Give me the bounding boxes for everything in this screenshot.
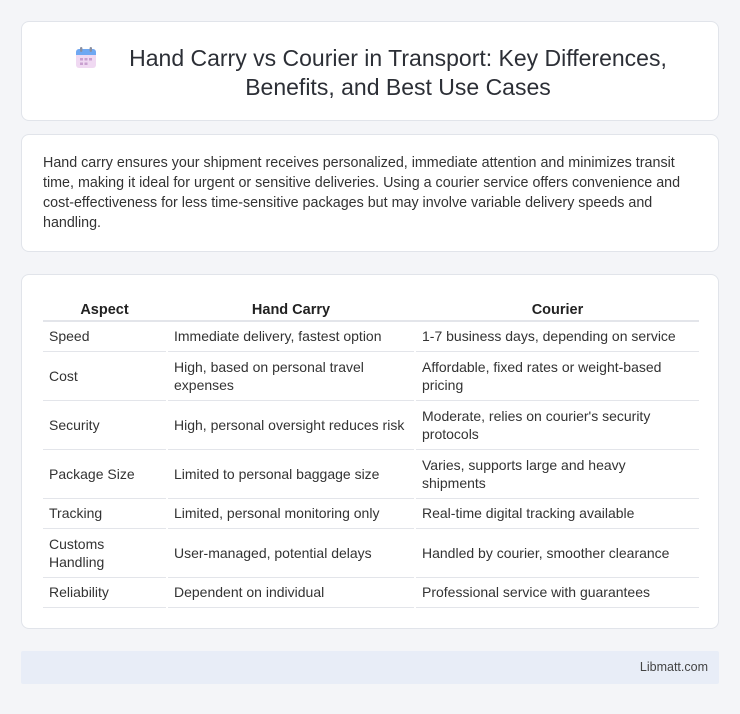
table-header-row: [43, 297, 699, 321]
table-row: [43, 498, 699, 528]
cell-courier: 1-7 business days, depending on service: [415, 321, 699, 351]
intro-paragraph: Hand carry ensures your shipment receives personalized, immediate attention and minimizes transit time, making it ideal for urgent or sensitive deliveries. Using a courier service offers convenience and cost-effectiveness for less time-sensitive packages but may involve variable delivery speeds and handling.: [43, 155, 681, 231]
cell-courier: Varies, supports large and heavy shipments: [415, 449, 699, 498]
cell-aspect: Reliability: [43, 577, 167, 607]
cell-courier: Real-time digital tracking available: [415, 498, 699, 528]
footer-brand: Libmatt.com: [639, 660, 708, 674]
cell-aspect: Cost: [43, 351, 167, 400]
header-hand-carry: Hand Carry: [167, 297, 415, 321]
cell-courier: Moderate, relies on courier's security protocols: [415, 400, 699, 449]
comparison-table: [43, 297, 699, 608]
cell-aspect: Speed: [43, 321, 167, 351]
cell-aspect: Security: [43, 400, 167, 449]
cell-hand-carry: User-managed, potential delays: [167, 528, 415, 577]
title-card: [21, 21, 719, 121]
cell-hand-carry: High, personal oversight reduces risk: [167, 400, 415, 449]
table-row: [43, 351, 699, 400]
header-aspect: Aspect: [43, 297, 167, 321]
table-row: [43, 449, 699, 498]
intro-card: [21, 134, 719, 252]
table-row: [43, 400, 699, 449]
cell-courier: Affordable, fixed rates or weight-based pricing: [415, 351, 699, 400]
cell-hand-carry: Dependent on individual: [167, 577, 415, 607]
cell-hand-carry: High, based on personal travel expenses: [167, 351, 415, 400]
cell-aspect: Customs Handling: [43, 528, 167, 577]
cell-hand-carry: Limited, personal monitoring only: [167, 498, 415, 528]
cell-aspect: Tracking: [43, 498, 167, 528]
table-row: [43, 528, 699, 577]
cell-aspect: Package Size: [43, 449, 167, 498]
footer-bar: [21, 651, 719, 684]
cell-hand-carry: Immediate delivery, fastest option: [167, 321, 415, 351]
header-courier: Courier: [415, 297, 699, 321]
cell-courier: Handled by courier, smoother clearance: [415, 528, 699, 577]
page-title: Hand Carry vs Courier in Transport: Key Differences, Benefits, and Best Use Cases: [129, 45, 667, 100]
cell-hand-carry: Limited to personal baggage size: [167, 449, 415, 498]
comparison-card: [21, 274, 719, 629]
cell-courier: Professional service with guarantees: [415, 577, 699, 607]
table-row: [43, 321, 699, 351]
table-row: [43, 577, 699, 607]
